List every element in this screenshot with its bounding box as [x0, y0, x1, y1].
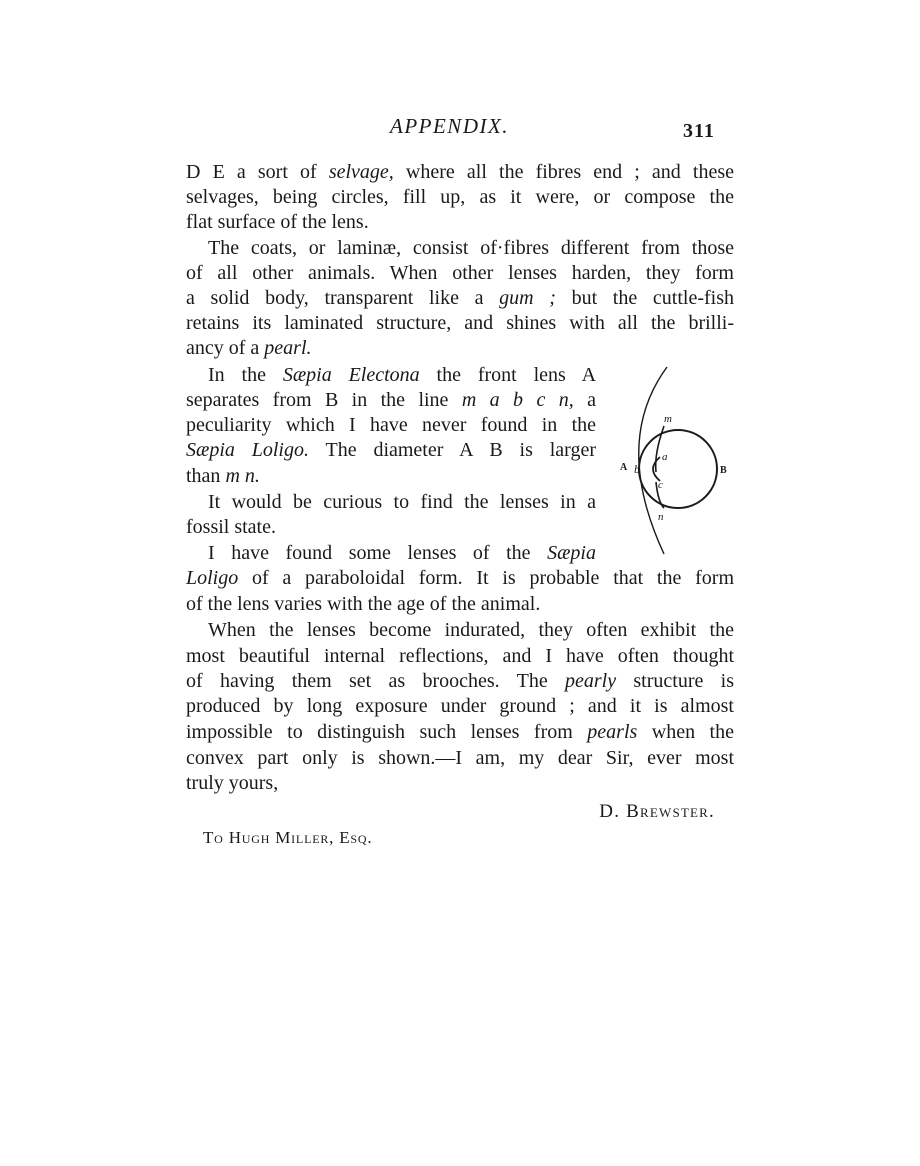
text-line: separates from B in the line m a b c n, a	[186, 389, 596, 411]
text-line: of all other animals. When other lenses harden, they form	[186, 262, 734, 284]
text-line: of the lens varies with the age of the animal.	[186, 593, 541, 615]
text-line: D E a sort of selvage, where all the fibres end ; and these	[186, 161, 734, 183]
text-line: In the Sæpia Electona the front lens A	[208, 364, 597, 386]
text-line: than m n.	[186, 465, 260, 487]
figure-label-b: b	[634, 462, 640, 476]
figure-label-c: c	[658, 479, 663, 491]
figure-label-m: m	[664, 413, 672, 425]
text-line: retains its laminated structure, and shines with all the brilli-	[186, 312, 734, 334]
italic-phrase: pearl.	[264, 337, 312, 359]
figure-label-A: A	[620, 462, 628, 473]
text-line: produced by long exposure under ground ; and it is almost	[186, 695, 734, 717]
figure-label-B: B	[720, 465, 727, 476]
italic-phrase: pearly	[565, 670, 617, 692]
text-line: The coats, or laminæ, consist of·fibres different from those	[208, 237, 734, 259]
italic-phrase: m a b c n,	[461, 389, 574, 411]
page-number: 311	[683, 120, 715, 142]
italic-phrase: gum ;	[499, 287, 556, 309]
text-line: most beautiful internal reflections, and I have often thought	[186, 645, 734, 667]
text-line: a solid body, transparent like a gum ; but the cuttle-fish	[186, 287, 734, 309]
figure-label-n: n	[658, 511, 664, 523]
text-line: truly yours,	[186, 772, 279, 794]
italic-phrase: Sæpia Loligo.	[186, 439, 309, 461]
text-line: of having them set as brooches. The pearly structure is	[186, 670, 735, 692]
text-line: impossible to distinguish such lenses from pearls when the	[186, 721, 734, 743]
text-line: convex part only is shown.—I am, my dear Sir, ever most	[186, 747, 734, 769]
text-line: When the lenses become indurated, they often exhibit the	[208, 619, 734, 641]
italic-phrase: pearls	[587, 721, 638, 743]
text-line: flat surface of the lens.	[186, 211, 369, 233]
italic-phrase: selvage,	[328, 161, 394, 183]
lens-circle	[639, 430, 717, 508]
figure-label-a: a	[662, 451, 668, 463]
text-line: I have found some lenses of the Sæpia	[208, 542, 596, 564]
italic-phrase: Sæpia	[547, 542, 596, 564]
lens-diagram	[612, 362, 736, 574]
running-head: APPENDIX.	[390, 114, 510, 138]
italic-phrase: m n.	[225, 465, 260, 487]
text-line: It would be curious to find the lenses in a	[208, 491, 596, 513]
addressee: To Hugh Miller, Esq.	[203, 828, 373, 847]
italic-phrase: Loligo	[186, 567, 239, 589]
text-line: Sæpia Loligo. The diameter A B is larger	[186, 439, 596, 461]
italic-phrase: Sæpia Electona	[282, 364, 420, 386]
text-line: peculiarity which I have never found in the	[186, 414, 596, 436]
text-line: ancy of a pearl.	[186, 337, 312, 359]
text-line: selvages, being circles, fill up, as it were, or compose the	[186, 186, 734, 208]
text-line: Loligo of a paraboloidal form. It is probable that the form	[186, 567, 734, 589]
signature: D. Brewster.	[599, 801, 715, 822]
text-line: fossil state.	[186, 516, 276, 538]
